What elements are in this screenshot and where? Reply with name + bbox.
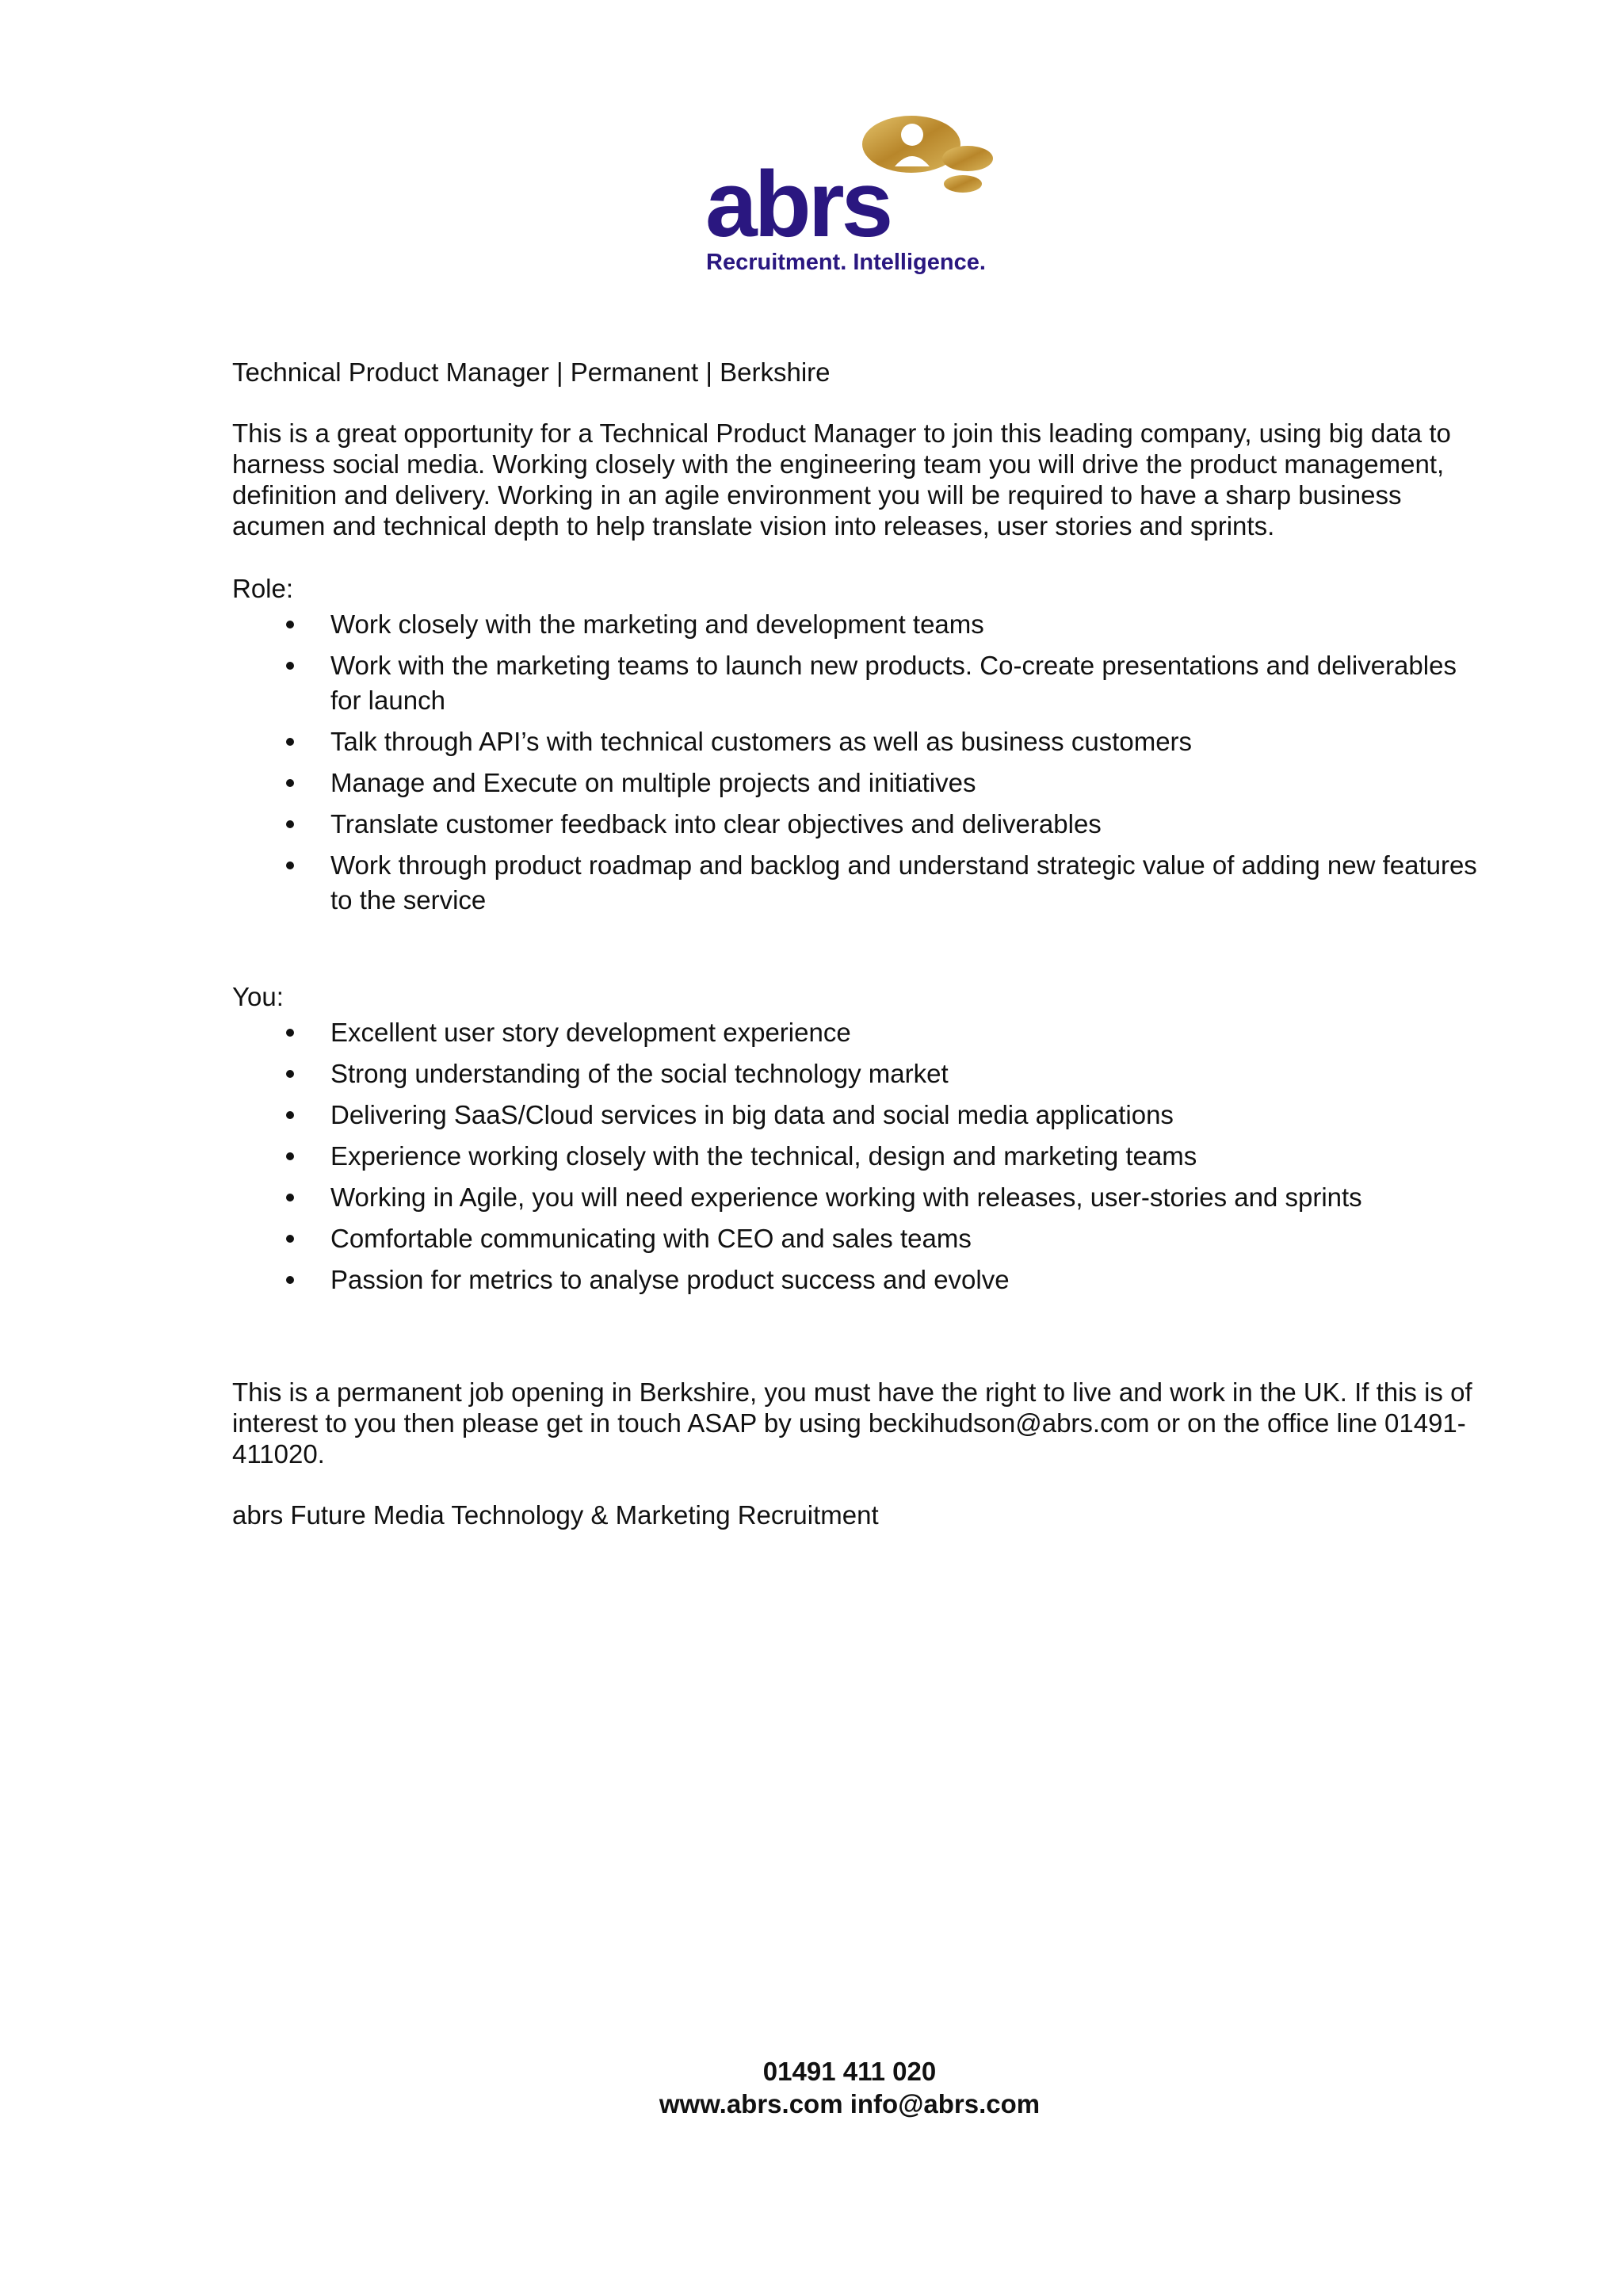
abrs-logo [701,111,1002,281]
job-title-line: Technical Product Manager | Permanent | Berkshire [232,357,831,387]
you-list-item: Working in Agile, you will need experience working with releases, user-stories and sprints [232,1180,1484,1215]
you-list-item: Passion for metrics to analyse product success and evolve [232,1263,1484,1297]
document-body [232,357,1484,1530]
bullet-icon [286,1194,294,1201]
bullet-icon [286,861,294,869]
bullet-icon [286,1111,294,1119]
role-section-label: Role: [232,574,294,603]
you-list-item: Excellent user story development experience [232,1015,1484,1050]
footer-web-email: www.abrs.com info@abrs.com [659,2089,1041,2118]
you-list-item: Comfortable communicating with CEO and sales teams [232,1221,1484,1256]
bullet-icon [286,820,294,828]
role-list-item: Work through product roadmap and backlog and understand strategic value of adding new features to the service [232,848,1484,918]
logo-wordmark: abrs [705,152,891,257]
you-list-item: Strong understanding of the social technology market [232,1056,1484,1091]
job-intro-paragraph: This is a great opportunity for a Technical Product Manager to join this leading company, using big data to harness social media. Working closely with the engineering team you will drive the product management, definition and delivery. Working in an agile environment you will be required to have a sharp business acumen and technical depth to help translate vision into releases, user stories and sprints. [232,418,1451,541]
you-list-item: Experience working closely with the technical, design and marketing teams [232,1139,1484,1174]
bullet-icon [286,662,294,670]
bullet-icon [286,738,294,746]
you-list [232,1015,1484,1297]
bullet-icon [286,621,294,628]
closing-paragraph: This is a permanent job opening in Berkshire, you must have the right to live and work in the UK. If this is of interest to you then please get in touch ASAP by using beckihudson@abrs.com or on the office line 01491-411020. [232,1377,1472,1469]
you-list-item: Delivering SaaS/Cloud services in big data and social media applications [232,1098,1484,1133]
bullet-icon [286,1029,294,1037]
you-section-label: You: [232,982,284,1011]
footer-phone: 01491 411 020 [762,2057,937,2086]
role-list [232,607,1484,918]
bullet-icon [286,779,294,787]
page-footer [0,2055,1623,2120]
bullet-icon [286,1070,294,1078]
bullet-icon [286,1276,294,1284]
signature-line: abrs Future Media Technology & Marketing Recruitment [232,1500,879,1530]
role-list-item: Talk through API’s with technical customers as well as business customers [232,724,1484,759]
role-list-item: Translate customer feedback into clear objectives and deliverables [232,807,1484,842]
role-list-item: Work closely with the marketing and development teams [232,607,1484,642]
role-list-item: Manage and Execute on multiple projects and initiatives [232,766,1484,800]
bullet-icon [286,1235,294,1243]
bullet-icon [286,1152,294,1160]
abrs-logo-graphic [701,111,1002,281]
role-list-item: Work with the marketing teams to launch new products. Co-create presentations and deliverables for launch [232,648,1484,718]
logo-tagline: Recruitment. Intelligence. [706,250,986,275]
